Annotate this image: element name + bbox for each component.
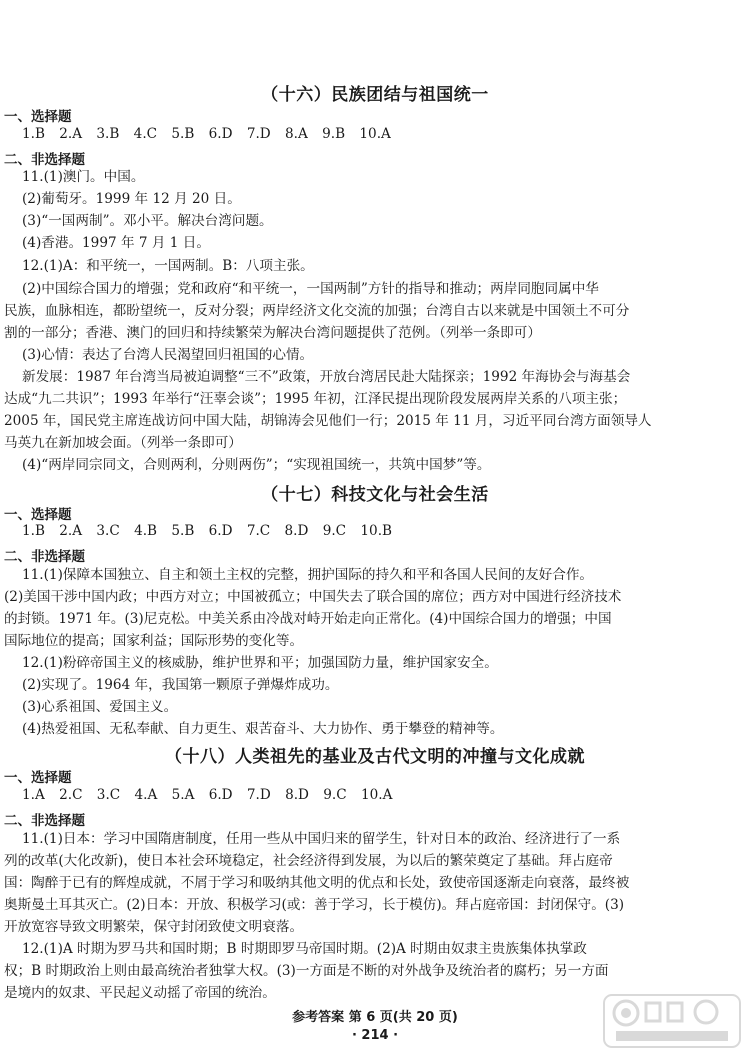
answer-line: (4)“两岸同宗同文，合则两利，分则两伤”；“实现祖国统一，共筑中国梦”等。 [22, 457, 491, 473]
answer-line: 新发展：1987 年台湾当局被迫调整“三不”政策，开放台湾居民赴大陆探亲；1992 年海协会与海基会 [22, 369, 631, 385]
answer-line: 的封锁。1971 年。(3)尼克松。中美关系由冷战对峙开始走向正常化。(4)中国综合国力的增强；中国 [4, 611, 612, 627]
answer-line: (3)心情：表达了台湾人民渴望回归祖国的心情。 [22, 347, 314, 363]
answer-line: 马英九在新加坡会面。（列举一条即可） [4, 435, 242, 451]
answer-line: 国：陶醉于已有的辉煌成就，不屑于学习和吸纳其他文明的优点和长处，致使帝国逐渐走向衰落，最终被 [4, 875, 630, 891]
mc-answers: 1.A 2.C 3.C 4.A 5.A 6.D 7.D 8.D 9.C 10.A [22, 787, 393, 803]
answer-line: (4)香港。1997 年 7 月 1 日。 [22, 235, 210, 251]
answer-line: 11.(1)日本：学习中国隋唐制度，任用一些从中国归来的留学生，针对日本的政治、经济进行了一系 [22, 831, 621, 847]
answer-line: (4)热爱祖国、无私奉献、自力更生、艰苦奋斗、大力协作、勇于攀登的精神等。 [22, 721, 504, 737]
answer-line: 是境内的奴隶、平民起义动摇了帝国的统治。 [4, 985, 276, 1001]
answer-line: (2)葡萄牙。1999 年 12 月 20 日。 [22, 191, 241, 207]
answer-line: 11.(1)保障本国独立、自主和领土主权的完整，拥护国际的持久和平和各国人民间的友好合作。 [22, 567, 594, 583]
answer-line: 权；B 时期政治上则由最高统治者独掌大权。(3)一方面是不断的对外战争及统治者的腐朽；另一方面 [4, 963, 609, 979]
page-footer: 参考答案 第 6 页(共 20 页) [292, 1010, 458, 1025]
answer-line: 12.(1)A：和平统一，一国两制。B：八项主张。 [22, 258, 314, 274]
watermark-logo [602, 993, 742, 1049]
answer-line: (2)美国干涉中国内政；中西方对立；中国被孤立；中国失去了联合国的席位；西方对中国进行经济技术 [4, 589, 622, 605]
answer-line: 列的改革(大化改新)，使日本社会环境稳定，社会经济得到发展，为以后的繁荣奠定了基础。拜占庭帝 [4, 853, 613, 869]
answer-line: 2005 年，国民党主席连战访问中国大陆，胡锦涛会见他们一行；2015 年 11 月，习近平同台湾方面领导人 [4, 413, 652, 429]
nonmc-heading: 二、非选择题 [4, 813, 85, 829]
answer-line: 割的一部分；香港、澳门的回归和持续繁荣为解决台湾问题提供了范例。（列举一条即可） [4, 325, 541, 341]
answer-line: 奥斯曼土耳其灭亡。(2)日本：开放、积极学习(或：善于学习，长于模仿)。拜占庭帝国：封闭保守。(3) [4, 897, 625, 913]
mc-heading: 一、选择题 [4, 770, 72, 786]
answer-line: 国际地位的提高；国家利益；国际形势的变化等。 [4, 633, 304, 649]
answer-line: (2)实现了。1964 年，我国第一颗原子弹爆炸成功。 [22, 677, 339, 693]
mc-heading: 一、选择题 [4, 109, 72, 125]
mc-heading: 一、选择题 [4, 507, 72, 523]
section-title: （十八）人类祖先的基业及古代文明的冲撞与文化成就 [165, 747, 585, 767]
answer-line: (2)中国综合国力的增强；党和政府“和平统一，一国两制”方针的指导和推动；两岸同胞同属中华 [22, 281, 599, 297]
answer-line: 11.(1)澳门。中国。 [22, 169, 145, 185]
page-number: · 214 · [351, 1028, 399, 1043]
section-title: （十六）民族团结与祖国统一 [261, 85, 489, 105]
section-title: （十七）科技文化与社会生活 [261, 485, 489, 505]
nonmc-heading: 二、非选择题 [4, 549, 85, 565]
answer-line: 民族，血脉相连，都盼望统一，反对分裂；两岸经济文化交流的加强；台湾自古以来就是中国领土不可分 [4, 303, 630, 319]
nonmc-heading: 二、非选择题 [4, 152, 85, 168]
mc-answers: 1.B 2.A 3.B 4.C 5.B 6.D 7.D 8.A 9.B 10.A [22, 126, 391, 142]
answer-line: 开放宽容导致文明繁荣，保守封闭致使文明衰落。 [4, 919, 304, 935]
answer-line: (3)心系祖国、爱国主义。 [22, 699, 178, 715]
answer-line: (3)“一国两制”。邓小平。解决台湾问题。 [22, 213, 273, 229]
answer-line: 达成“九二共识”；1993 年举行“汪辜会谈”；1995 年初，江泽民提出现阶段发展两岸关系的八项主张； [4, 391, 627, 407]
answer-line: 12.(1)A 时期为罗马共和国时期；B 时期即罗马帝国时期。(2)A 时期由奴隶主贵族集体执掌政 [22, 941, 587, 957]
mc-answers: 1.B 2.A 3.C 4.B 5.B 6.D 7.C 8.D 9.C 10.B [22, 523, 393, 539]
answer-line: 12.(1)粉碎帝国主义的核威胁，维护世界和平；加强国防力量，维护国家安全。 [22, 655, 498, 671]
